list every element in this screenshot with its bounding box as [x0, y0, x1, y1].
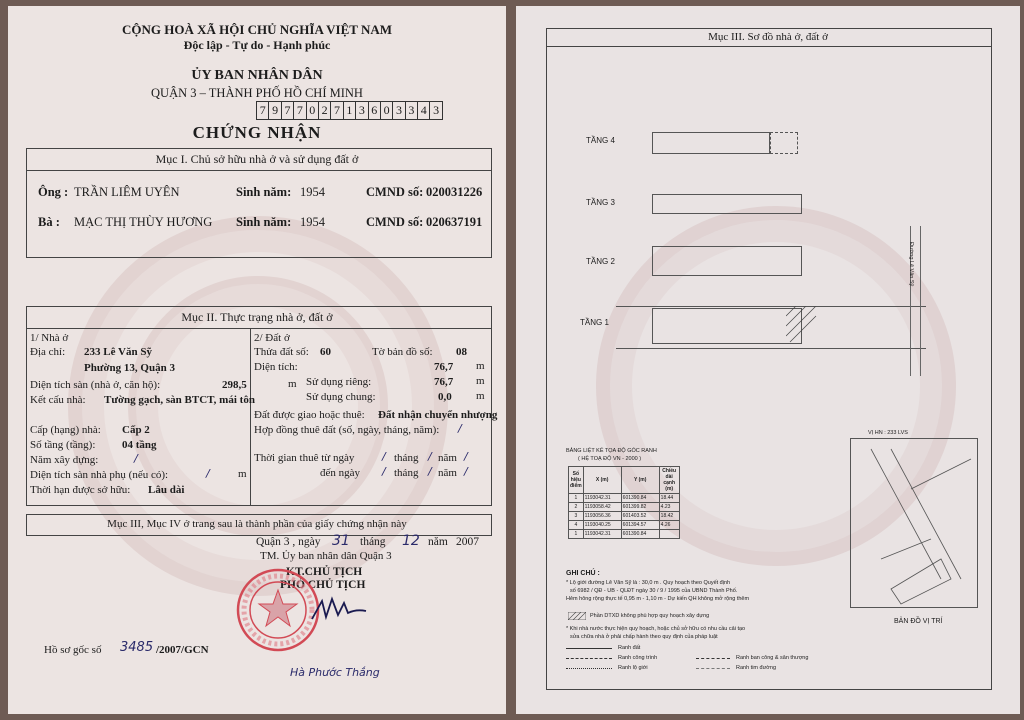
land-shared: 0,0	[438, 391, 452, 403]
land-shared-label: Sử dụng chung:	[306, 391, 376, 403]
land-lease-month: /	[428, 450, 432, 463]
motto: Độc lập - Tự do - Hạnh phúc	[183, 38, 331, 52]
coord-length: 18.42	[659, 512, 679, 521]
coord-length	[659, 530, 679, 539]
floor3-plan	[652, 194, 802, 214]
table-row	[569, 503, 680, 512]
owner2-birth: 1954	[300, 215, 325, 229]
floor1-plan	[652, 308, 802, 344]
coord-point: 4	[569, 521, 584, 530]
coord-table-subtitle: ( HỆ TOẠ ĐỘ VN - 2000 )	[578, 456, 642, 462]
land-area-label: Diện tích:	[254, 361, 298, 373]
signer-title2: PHÓ CHỦ TỊCH	[280, 579, 366, 591]
serial-digit: 4	[418, 102, 430, 119]
location-map-drawing	[851, 439, 977, 607]
coord-point: 1	[569, 494, 584, 503]
house-floors: 04 tầng	[122, 439, 157, 451]
land-area: 76,7	[434, 361, 454, 373]
land-contract: /	[458, 422, 462, 435]
serial-digit: 7	[282, 102, 294, 119]
house-area-label: Diện tích sàn (nhà ở, căn hộ):	[30, 379, 161, 391]
serial-digit: 6	[369, 102, 381, 119]
house-aux-label: Diện tích sàn nhà phụ (nếu có):	[30, 469, 169, 481]
note-line: * Lộ giới đường Lê Văn Sỹ là : 30,0 m . Quy hoạch theo Quyết định	[566, 580, 731, 586]
land-plot: 60	[320, 346, 331, 358]
table-row	[569, 530, 680, 539]
notes-title: GHI CHÚ :	[566, 570, 600, 577]
owner1-birth: 1954	[300, 185, 325, 199]
serial-digit: 0	[381, 102, 393, 119]
floor4-plan	[652, 132, 770, 154]
location-vn: VỊ HN : 233 LVS	[868, 430, 908, 436]
serial-digit: 3	[356, 102, 368, 119]
land-to-month: /	[428, 465, 432, 478]
serial-digit: 3	[393, 102, 405, 119]
house-address-line2: Phường 13, Quận 3	[84, 362, 175, 374]
floor2-plan	[652, 246, 802, 276]
owner2-birth-label: Sinh năm:	[236, 215, 292, 229]
section-owners-title: Mục I. Chủ sở hữu nhà ở và sử dụng đất ở	[155, 152, 359, 166]
house-structure: Tường gạch, sàn BTCT, mái tôn	[104, 394, 255, 406]
land-private-unit: m	[476, 375, 485, 387]
land-to-label: đến ngày	[320, 467, 361, 479]
signature-scribble	[308, 591, 388, 631]
house-area-unit: m	[288, 378, 297, 390]
issue-date-year-label: năm	[428, 536, 448, 548]
nation-heading: CỘNG HOÀ XÃ HỘI CHỦ NGHĨA VIỆT NAM	[121, 22, 393, 37]
land-heading: 2/ Đất ở	[254, 332, 290, 344]
location-title: BẢN ĐỒ VỊ TRÍ	[894, 618, 943, 625]
land-to-day: /	[382, 465, 386, 478]
land-private: 76,7	[434, 376, 454, 388]
land-form-label: Đất được giao hoặc thuê:	[254, 409, 365, 421]
house-grade: Cấp 2	[122, 424, 150, 436]
line-legend	[566, 644, 826, 684]
signer-name: Hà Phước Thắng	[290, 666, 380, 679]
land-to-month-label: tháng	[394, 467, 419, 479]
land-map-label: Tờ bản đồ số:	[372, 346, 433, 358]
house-year-label: Năm xây dựng:	[30, 454, 99, 466]
land-area-unit: m	[476, 360, 485, 372]
house-grade-label: Cấp (hạng) nhà:	[30, 424, 101, 436]
certificate-front-page	[8, 6, 506, 714]
owner1-birth-label: Sinh năm:	[236, 185, 292, 199]
owner1-label: Ông :	[38, 185, 69, 199]
coord-point: 3	[569, 512, 584, 521]
coord-length: 4.26	[659, 521, 679, 530]
coord-y: 601390.84	[621, 530, 659, 539]
floor2-label: TẦNG 2	[586, 257, 615, 266]
legend-item: Ranh đất	[618, 645, 641, 651]
table-row	[569, 494, 680, 503]
serial-digit: 3	[406, 102, 418, 119]
house-term-label: Thời hạn được sở hữu:	[30, 484, 131, 496]
table-row	[569, 521, 680, 530]
legend-item: Ranh tim đường	[736, 665, 777, 671]
land-map: 08	[456, 346, 467, 358]
record-number: 3485	[120, 640, 154, 655]
coord-point: 2	[569, 503, 584, 512]
note-line: * Khi nhà nước thực hiện quy hoạch, hoặc chủ sở hữu có nhu cầu cải tạo	[566, 626, 746, 632]
house-aux: /	[206, 467, 210, 480]
coord-x: 1193040.25	[583, 521, 621, 530]
land-shared-unit: m	[476, 390, 485, 402]
land-lease-year: /	[464, 450, 468, 463]
section-plan-title: Mục III. Sơ đồ nhà ở, đất ở	[708, 31, 828, 43]
owner1-name: TRẦN LIÊM UYÊN	[74, 185, 180, 199]
coord-y: 601394.57	[621, 521, 659, 530]
coord-length: 4.23	[659, 503, 679, 512]
house-address-line1: 233 Lê Văn Sỹ	[84, 346, 152, 358]
signer-org: TM. Ủy ban nhân dân Quận 3	[260, 550, 392, 562]
coord-header: X (m)	[583, 467, 621, 494]
serial-number-box	[256, 101, 443, 120]
owner2-id-label: CMND số:	[366, 215, 424, 229]
legend-item: Ranh lộ giới	[618, 665, 648, 671]
floor4-label: TẦNG 4	[586, 136, 615, 145]
serial-digit: 7	[331, 102, 343, 119]
house-structure-label: Kết cấu nhà:	[30, 394, 86, 406]
land-plot-label: Thửa đất số:	[254, 346, 309, 358]
certificate-title: CHỨNG NHẬN	[192, 123, 322, 142]
owner2-label: Bà :	[38, 215, 60, 229]
land-to-year: /	[464, 465, 468, 478]
issue-date-month-label: tháng	[360, 536, 386, 548]
house-floors-label: Số tầng (tầng):	[30, 439, 96, 451]
issue-date-month: 12	[402, 533, 420, 549]
house-address-label: Địa chỉ:	[30, 346, 66, 358]
serial-digit: 9	[269, 102, 281, 119]
issue-date-year: 2007	[456, 536, 479, 548]
land-contract-label: Hợp đồng thuê đất (số, ngày, tháng, năm):	[254, 424, 440, 436]
owner1-id: 020031226	[426, 185, 483, 199]
land-form: Đất nhận chuyển nhượng	[378, 409, 498, 421]
note-line: số 6982 / QĐ - UB - QLĐT ngày 30 / 9 / 1995 của UBND Thành Phố.	[570, 588, 738, 594]
land-lease-month-label: tháng	[394, 452, 419, 464]
coord-table	[568, 466, 680, 539]
coord-x: 1193056.36	[583, 512, 621, 521]
land-lease-day: /	[382, 450, 386, 463]
owner2-id: 020637191	[426, 215, 483, 229]
hatch-area	[786, 306, 826, 350]
serial-digit: 2	[319, 102, 331, 119]
street-label-vertical: Đường Lê Văn Sỹ	[908, 242, 914, 287]
house-aux-unit: m	[238, 468, 247, 480]
coord-x: 1193042.31	[583, 530, 621, 539]
coord-header: Y (m)	[621, 467, 659, 494]
location-map	[850, 438, 978, 608]
certificate-plan-page	[516, 6, 1020, 714]
coord-table-title: BẢNG LIỆT KÊ TỌA ĐỘ GÓC RANH	[566, 448, 657, 454]
land-private-label: Sử dụng riêng:	[306, 376, 372, 388]
legend-item: Ranh công trình	[618, 655, 658, 661]
land-lease-year-label: năm	[438, 452, 457, 464]
floor3-label: TẦNG 3	[586, 198, 615, 207]
issue-date-day: 31	[332, 533, 350, 549]
floor4-terrace	[770, 132, 798, 154]
house-area: 298,5	[222, 379, 247, 391]
land-to-year-label: năm	[438, 467, 457, 479]
legend-hatch-text: Phần DTXD không phù hợp quy hoạch xây dựng	[590, 613, 710, 619]
coord-length: 18.44	[659, 494, 679, 503]
signer-title1: KT.CHỦ TỊCH	[286, 566, 363, 578]
serial-digit: 1	[344, 102, 356, 119]
record-label: Hồ sơ gốc số	[44, 644, 102, 656]
coord-x: 1193042.31	[583, 494, 621, 503]
district-heading: QUẬN 3 – THÀNH PHỐ HỒ CHÍ MINH	[151, 86, 363, 100]
serial-digit: 7	[257, 102, 269, 119]
coord-point: 1	[569, 530, 584, 539]
note-line: Hẻm hông rộng thực tế 0,95 m - 1,10 m - Dự kiến QH không mở rộng thêm	[566, 596, 750, 602]
section-property-title: Mục II. Thực trạng nhà ở, đất ở	[181, 310, 333, 324]
legend-item: Ranh ban công & sân thượng	[736, 655, 809, 661]
coord-header: Chiều dài cạnh (m)	[659, 467, 679, 494]
coord-header: Số hiệu điểm	[569, 467, 584, 494]
table-row	[569, 512, 680, 521]
serial-digit: 0	[307, 102, 319, 119]
note-text: Mục III, Mục IV ở trang sau là thành phần của giấy chứng nhận này	[107, 518, 407, 530]
committee-heading: ỦY BAN NHÂN DÂN	[191, 68, 323, 83]
owner2-name: MẠC THỊ THÙY HƯƠNG	[74, 215, 213, 229]
serial-digit: 3	[430, 102, 442, 119]
note-line: sửa chữa nhà ở phải chấp hành theo quy định của pháp luật	[570, 634, 718, 640]
record-suffix: /2007/GCN	[156, 644, 209, 656]
coord-x: 1193058.42	[583, 503, 621, 512]
coord-y: 601399.82	[621, 503, 659, 512]
house-heading: 1/ Nhà ở	[30, 332, 69, 344]
house-year: /	[134, 452, 138, 465]
hatch-legend-icon	[568, 612, 586, 620]
coord-y: 601403.52	[621, 512, 659, 521]
land-lease-label: Thời gian thuê từ ngày	[254, 452, 355, 464]
house-term: Lâu dài	[148, 484, 185, 496]
issue-date-place: Quận 3 , ngày	[256, 536, 321, 548]
owner1-id-label: CMND số:	[366, 185, 424, 199]
coord-y: 601390.84	[621, 494, 659, 503]
floor1-label: TẦNG 1	[580, 318, 609, 327]
serial-digit: 7	[294, 102, 306, 119]
